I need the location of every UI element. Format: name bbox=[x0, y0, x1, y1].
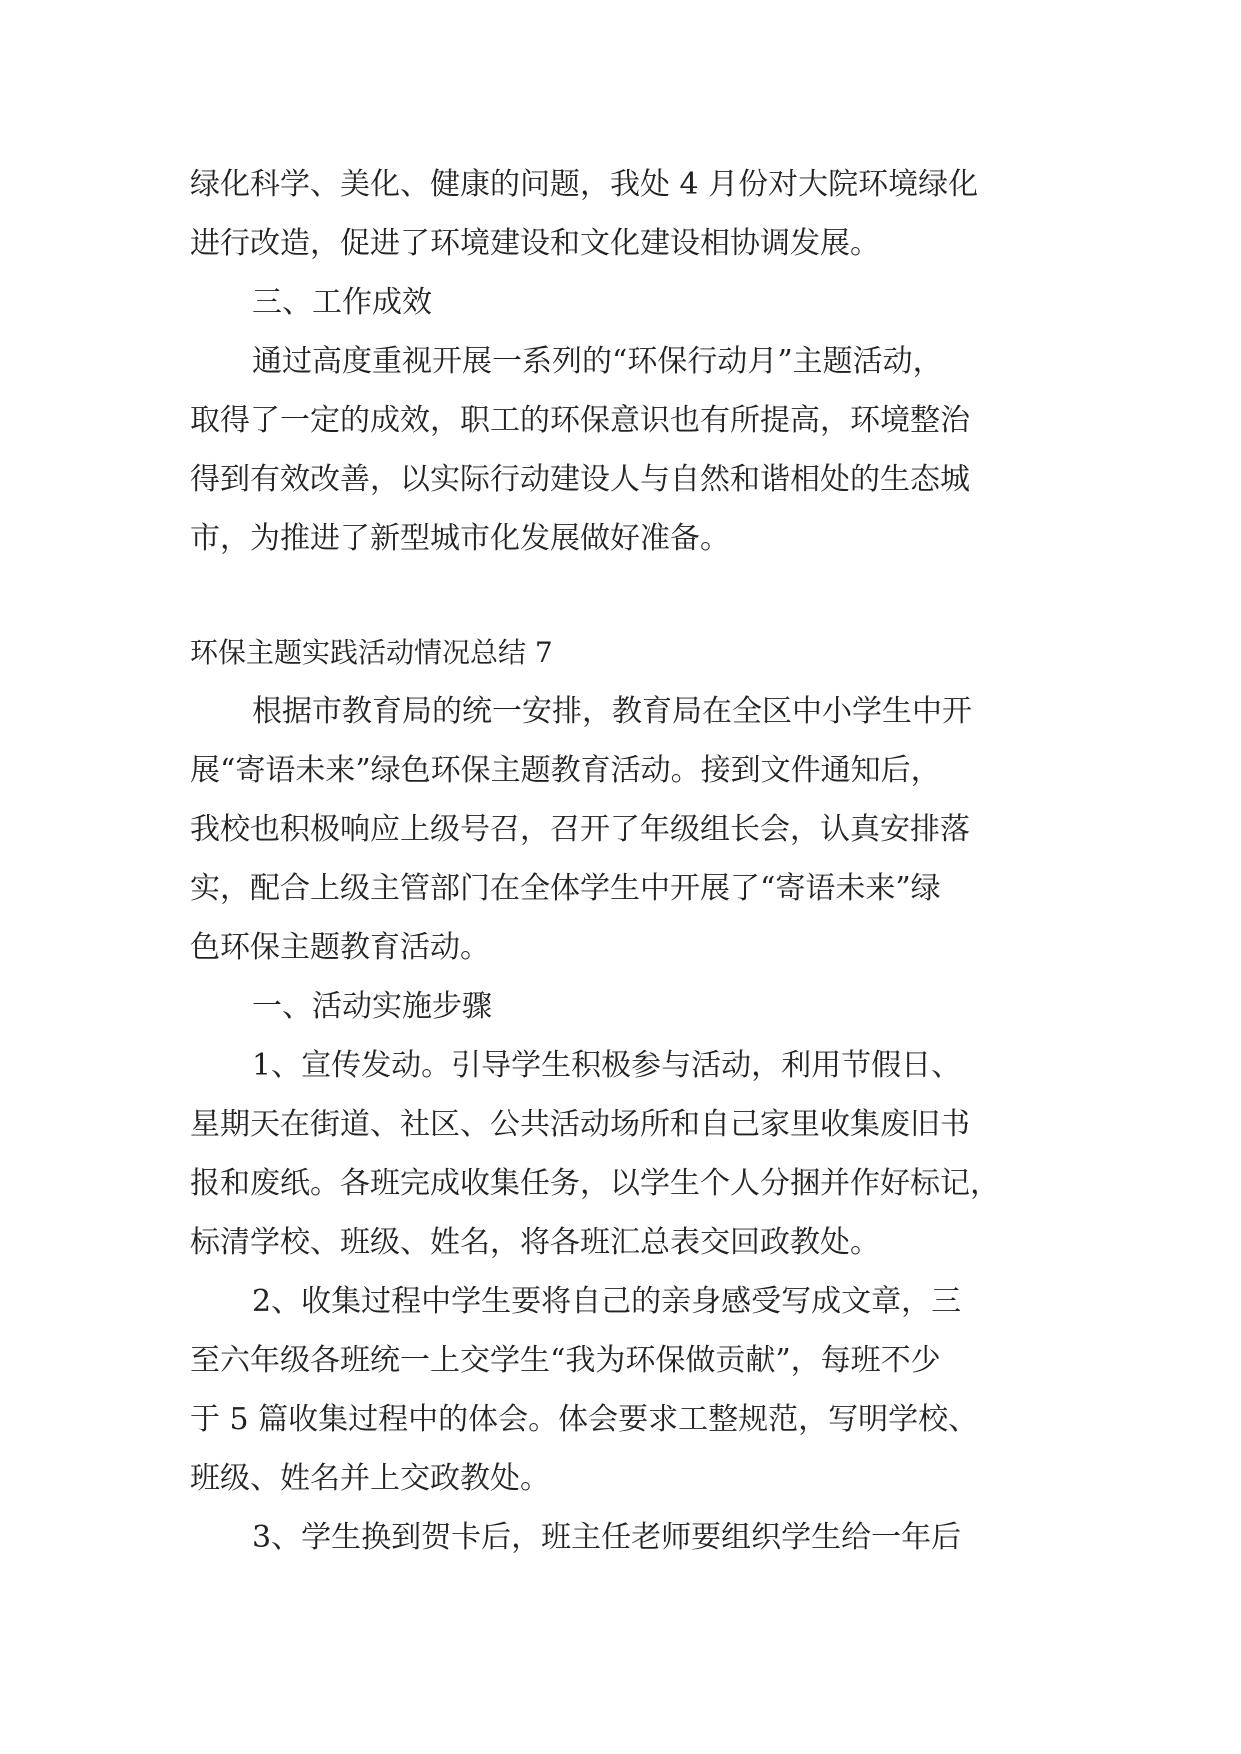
paragraph-line: 报和废纸。各班完成收集任务，以学生个人分捆并作好标记， bbox=[190, 1166, 1000, 1201]
paragraph-line: 进行改造，促进了环境建设和文化建设相协调发展。 bbox=[190, 226, 880, 261]
section-heading: 一、活动实施步骤 bbox=[252, 989, 492, 1024]
paragraph-line: 1、宣传发动。引导学生积极参与活动，利用节假日、 bbox=[252, 1048, 962, 1083]
paragraph-line: 根据市教育局的统一安排，教育局在全区中小学生中开 bbox=[252, 694, 972, 729]
paragraph-line: 色环保主题教育活动。 bbox=[190, 930, 490, 965]
paragraph-line: 绿化科学、美化、健康的问题，我处 4 月份对大院环境绿化 bbox=[190, 167, 979, 202]
paragraph-line: 实，配合上级主管部门在全体学生中开展了“寄语未来”绿 bbox=[190, 871, 941, 906]
paragraph-line: 展“寄语未来”绿色环保主题教育活动。接到文件通知后， bbox=[190, 753, 941, 788]
paragraph-line: 标清学校、班级、姓名，将各班汇总表交回政教处。 bbox=[190, 1225, 880, 1260]
document-title: 环保主题实践活动情况总结 7 bbox=[190, 636, 553, 669]
paragraph-line: 班级、姓名并上交政教处。 bbox=[190, 1461, 550, 1496]
paragraph-line: 2、收集过程中学生要将自己的亲身感受写成文章，三 bbox=[252, 1284, 962, 1319]
paragraph-line: 市，为推进了新型城市化发展做好准备。 bbox=[190, 521, 730, 556]
paragraph-line: 于 5 篇收集过程中的体会。体会要求工整规范，写明学校、 bbox=[190, 1402, 979, 1437]
paragraph-line: 星期天在街道、社区、公共活动场所和自己家里收集废旧书 bbox=[190, 1107, 970, 1142]
paragraph-line: 我校也积极响应上级号召，召开了年级组长会，认真安排落 bbox=[190, 812, 970, 847]
section-heading: 三、工作成效 bbox=[252, 285, 432, 320]
paragraph-line: 得到有效改善，以实际行动建设人与自然和谐相处的生态城 bbox=[190, 462, 970, 497]
paragraph-line: 至六年级各班统一上交学生“我为环保做贡献”，每班不少 bbox=[190, 1343, 941, 1378]
paragraph-line: 3、学生换到贺卡后，班主任老师要组织学生给一年后 bbox=[252, 1520, 962, 1555]
paragraph-line: 取得了一定的成效，职工的环保意识也有所提高，环境整治 bbox=[190, 403, 970, 438]
paragraph-line: 通过高度重视开展一系列的“环保行动月”主题活动， bbox=[252, 344, 943, 379]
